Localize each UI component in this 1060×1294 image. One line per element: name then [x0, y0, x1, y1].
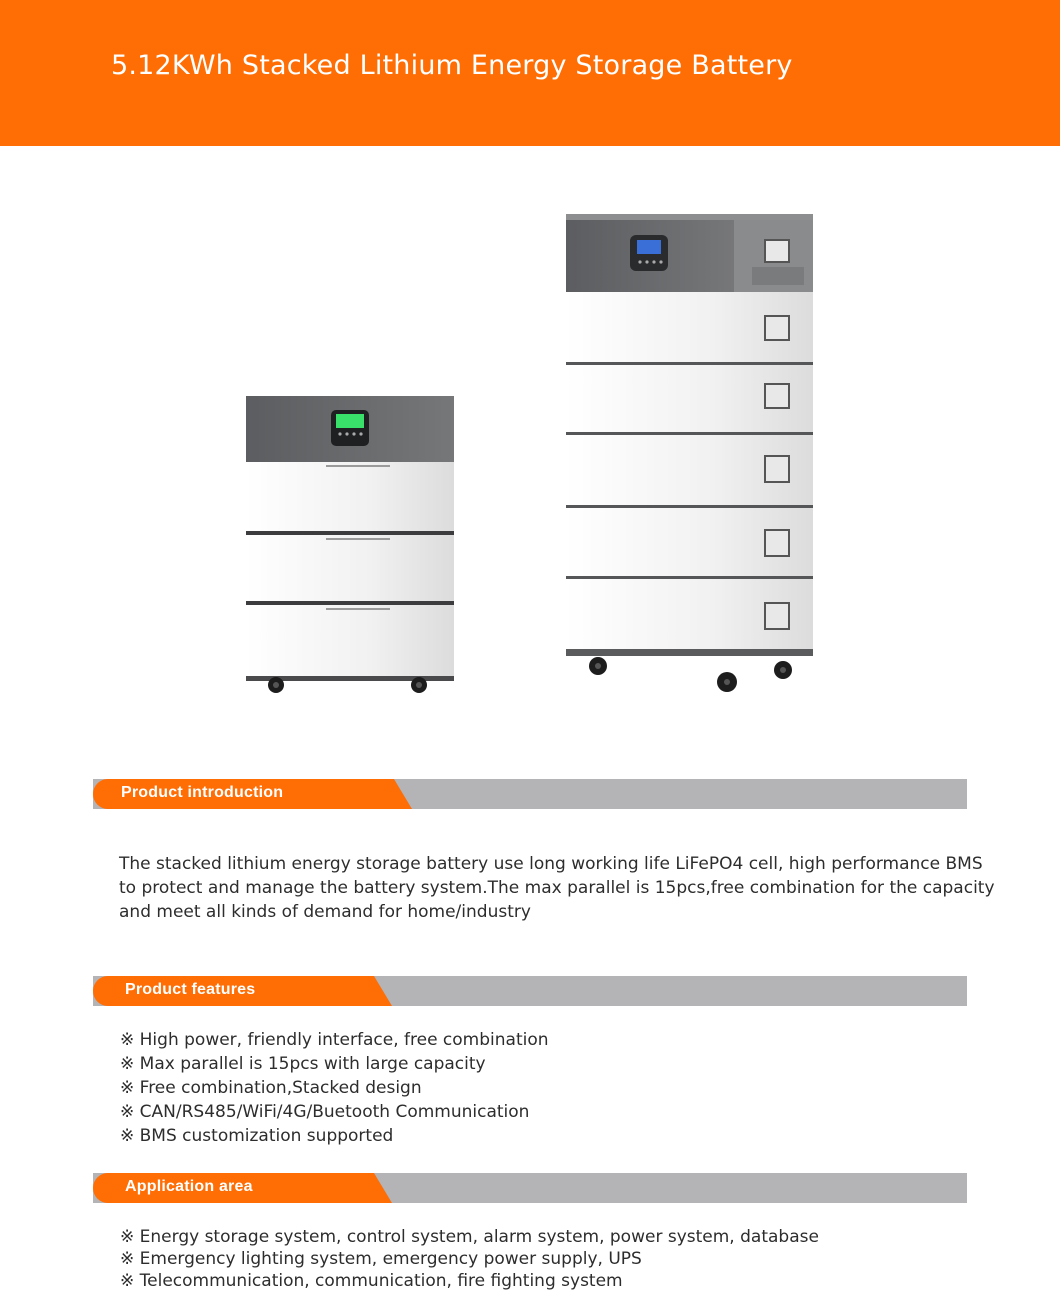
- handle-icon: [765, 603, 789, 629]
- wheel-icon: [774, 661, 792, 679]
- wheel-icon: [411, 677, 427, 693]
- list-item: ※ Free combination,Stacked design: [120, 1078, 422, 1098]
- handle-icon: [765, 384, 789, 408]
- features-list: [120, 1028, 549, 1148]
- intro-paragraph: [119, 852, 995, 924]
- handle-icon: [765, 456, 789, 482]
- wheel-icon: [717, 672, 737, 692]
- section-heading: Product features: [125, 981, 256, 998]
- small-unit-module: [246, 535, 454, 601]
- section-header-features: [93, 976, 967, 1006]
- title-banner: [0, 0, 1060, 146]
- section-header-application: [93, 1173, 967, 1203]
- handle-icon: [765, 530, 789, 556]
- green-lcd-icon: [331, 410, 369, 446]
- list-item: ※ Emergency lighting system, emergency power supply, UPS: [120, 1249, 642, 1269]
- section-heading: Application area: [125, 1178, 253, 1195]
- application-list: [120, 1226, 819, 1292]
- list-item: ※ High power, friendly interface, free combination: [120, 1030, 549, 1050]
- wheel-icon: [589, 657, 607, 675]
- blue-lcd-icon: [630, 235, 668, 271]
- page-title: 5.12KWh Stacked Lithium Energy Storage Battery: [111, 50, 793, 81]
- handle-icon: [765, 316, 789, 340]
- intro-line: to protect and manage the battery system.The max parallel is 15pcs,free combination for the capacity: [119, 878, 995, 898]
- wheel-icon: [268, 677, 284, 693]
- list-item: ※ Max parallel is 15pcs with large capacity: [120, 1054, 486, 1074]
- small-battery-unit: [246, 396, 454, 693]
- small-unit-module: [246, 462, 454, 531]
- section-heading: Product introduction: [121, 784, 284, 801]
- list-item: ※ CAN/RS485/WiFi/4G/Buetooth Communication: [120, 1102, 530, 1122]
- intro-line: The stacked lithium energy storage battery use long working life LiFePO4 cell, high performance BMS: [119, 854, 983, 874]
- list-item: ※ Telecommunication, communication, fire fighting system: [120, 1271, 623, 1291]
- small-unit-module: [246, 605, 454, 678]
- list-item: ※ Energy storage system, control system, alarm system, power system, database: [120, 1227, 819, 1247]
- section-header-introduction: [93, 779, 967, 809]
- tall-battery-unit: [566, 214, 813, 692]
- intro-line: and meet all kinds of demand for home/industry: [119, 902, 531, 922]
- product-illustration: [0, 146, 1060, 766]
- list-item: ※ BMS customization supported: [120, 1126, 394, 1146]
